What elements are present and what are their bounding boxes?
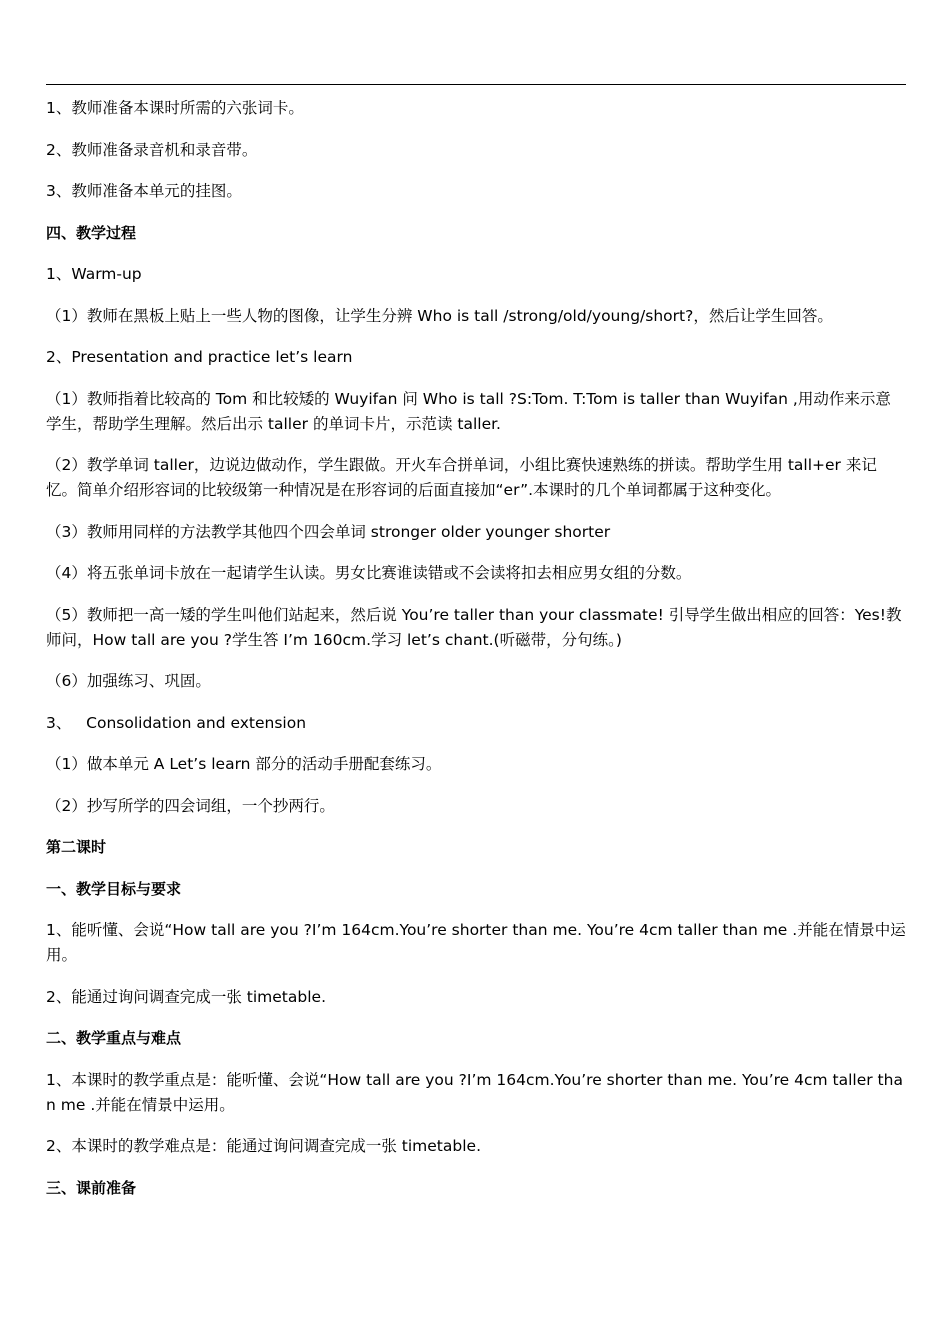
section-heading-objectives: 一、教学目标与要求	[46, 879, 182, 898]
presentation-item-1: （1）教师指着比较高的 Tom 和比较矮的 Wuyifan 问 Who is tall ?S:Tom. T:Tom is taller than Wuyifan ,用动作来示意学生，帮助学生理解。然后出示 taller 的单词卡片，示范读 taller.	[46, 389, 891, 433]
prep-item-3: 3、教师准备本单元的挂图。	[46, 182, 242, 200]
presentation-item-6: （6）加强练习、巩固。	[46, 672, 211, 690]
consolidation-item-1: （1）做本单元 A Let’s learn 部分的活动手册配套练习。	[46, 755, 442, 773]
warm-up-item-1: （1）教师在黑板上贴上一些人物的图像，让学生分辨 Who is tall /strong/old/young/short?，然后让学生回答。	[46, 306, 833, 325]
prep-item-1: 1、教师准备本课时所需的六张词卡。	[46, 99, 304, 117]
prep-item-2: 2、教师准备录音机和录音带。	[46, 140, 258, 159]
key-point-item-1: 1、本课时的教学重点是：能听懂、会说“How tall are you ?I’m 164cm.You’re shorter than me. You’re 4cm taller than me .并能在情景中运用。	[46, 1070, 903, 1114]
key-point-item-2: 2、本课时的教学难点是：能通过询问调查完成一张 timetable.	[46, 1137, 481, 1155]
step-warm-up: 1、Warm-up	[46, 265, 142, 283]
objective-item-1: 1、能听懂、会说“How tall are you ?I’m 164cm.You’re shorter than me. You’re 4cm taller than me .并能在情景中运用。	[46, 921, 906, 964]
header-rule	[46, 84, 906, 85]
presentation-item-2: （2）教学单词 taller，边说边做动作，学生跟做。开火车合拼单词，小组比赛快速熟练的拼读。帮助学生用 tall+er 来记忆。简单介绍形容词的比较级第一种情况是在形容词的后面直接加“er”.本课时的几个单词都属于这种变化。	[46, 456, 877, 499]
presentation-item-3: （3）教师用同样的方法教学其他四个四会单词 stronger older younger shorter	[46, 522, 611, 541]
document-body	[46, 96, 906, 1217]
lesson-two-heading: 第二课时	[46, 838, 107, 856]
section-heading-preparation: 三、课前准备	[46, 1178, 137, 1197]
section-heading-teaching-process: 四、教学过程	[46, 223, 137, 242]
presentation-item-5: （5）教师把一高一矮的学生叫他们站起来，然后说 You’re taller than your classmate! 引导学生做出相应的回答：Yes!教师问，How tall are you ?学生答 I’m 160cm.学习 let’s chant.(听磁带，分句练。)	[46, 605, 902, 649]
objective-item-2: 2、能通过询问调查完成一张 timetable.	[46, 987, 326, 1006]
section-heading-key-points: 二、教学重点与难点	[46, 1029, 182, 1047]
presentation-item-4: （4）将五张单词卡放在一起请学生认读。男女比赛谁读错或不会读将扣去相应男女组的分数。	[46, 564, 692, 582]
step-consolidation: 3、 Consolidation and extension	[46, 713, 307, 732]
step-presentation: 2、Presentation and practice let’s learn	[46, 348, 353, 366]
consolidation-item-2: （2）抄写所学的四会词组，一个抄两行。	[46, 796, 335, 815]
